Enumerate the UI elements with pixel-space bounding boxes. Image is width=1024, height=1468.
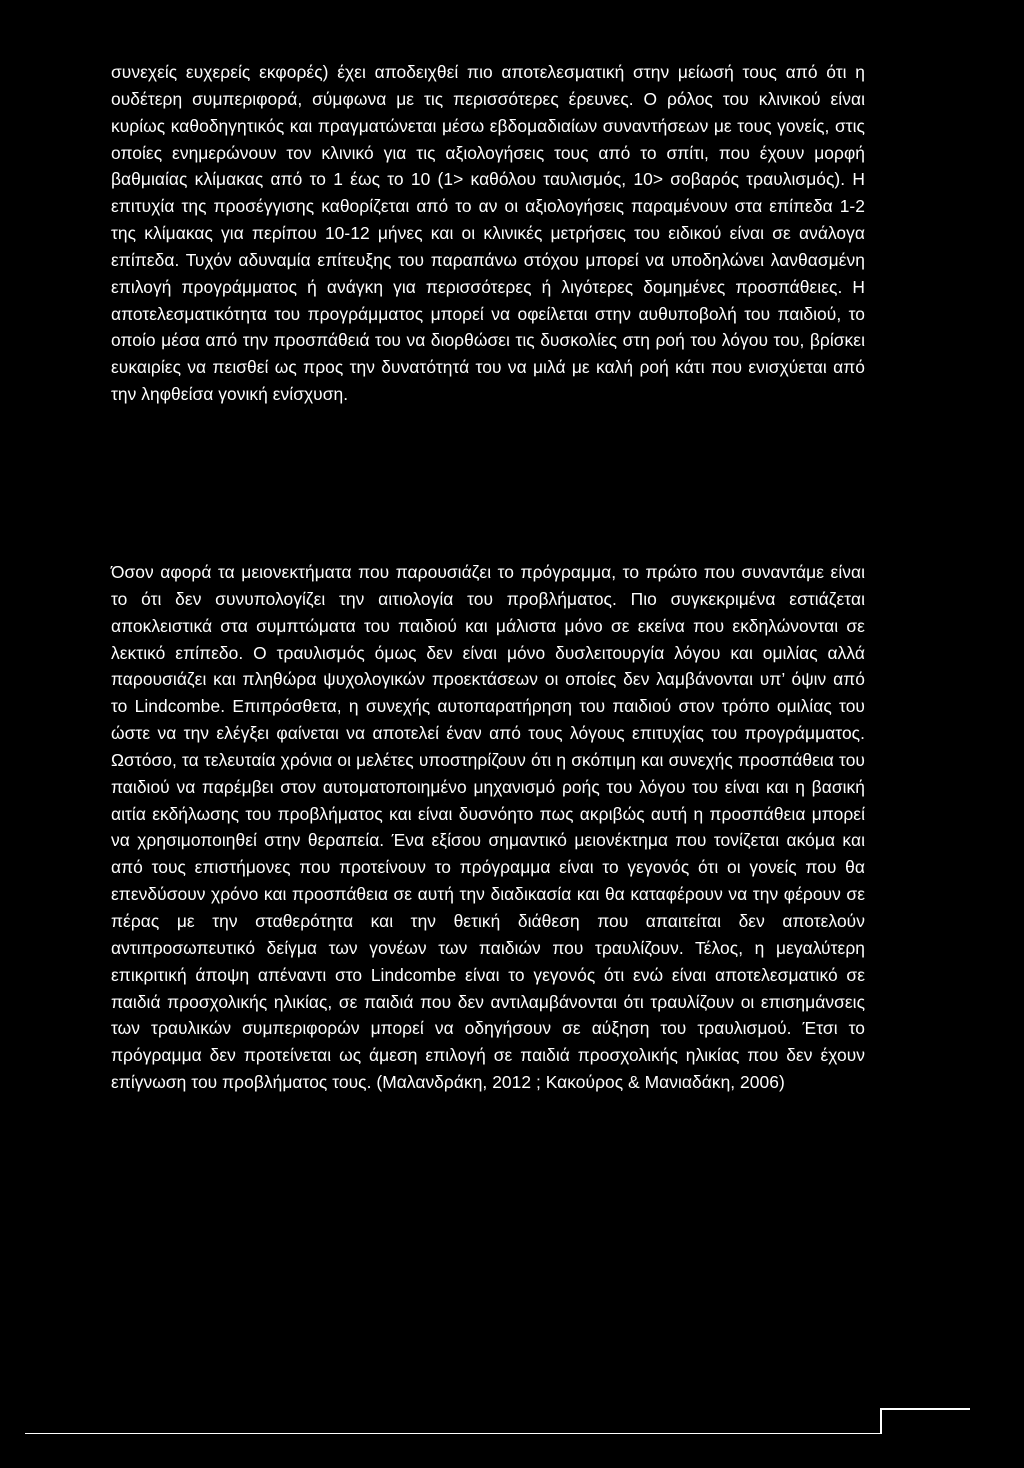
footnote-corner-rule bbox=[882, 1408, 970, 1410]
body-paragraph-2: Όσον αφορά τα μειονεκτήματα που παρουσιάζει το πρόγραμμα, το πρώτο που συναντάμε είναι το ότι δεν συνυπολογίζει την αιτιολογία του προβλήματος. Πιο συγκεκριμένα εστιάζεται αποκλειστικά στα συμπτώματα του παιδιού και μάλιστα μόνο σε εκείνα που εκδηλώνονται σε λεκτικό επίπεδο. Ο τραυλισμός όμως δεν είναι μόνο δυσλειτουργία λόγου και ομιλίας αλλά παρουσιάζει και πληθώρα ψυχολογικών προεκτάσεων οι οποίες δεν λαμβάνονται υπ’ όψιν από το Lindcombe. Επιπρόσθετα, η συνεχής αυτοπαρατήρηση του παιδιού στον τρόπο ομιλίας του ώστε να την ελέγξει φαίνεται να αποτελεί έναν από τους λόγους επιτυχίας του προγράμματος. Ωστόσο, τα τελευταία χρόνια οι μελέτες υποστηρίζουν ότι η σκόπιμη και συνεχής προσπάθεια του παιδιού να παρέμβει στον αυτοματοποιημένο μηχανισμό ροής του λόγου του είναι και η βασική αιτία εκδήλωσης του προβλήματος και είναι δυσνόητο πως ακριβώς αυτή η προσπάθεια μπορεί να χρησιμοποιηθεί στην θεραπεία. Ένα εξίσου σημαντικό μειονέκτημα που τονίζεται ακόμα και από τους επιστήμονες που προτείνουν το πρόγραμμα είναι το γεγονός ότι οι γονείς που θα επενδύσουν χρόνο και προσπάθεια σε αυτή την διαδικασία και θα καταφέρουν να την φέρουν σε πέρας με την σταθερότητα και την θετική διάθεση που απαιτείται δεν αποτελούν αντιπροσωπευτικό δείγμα των γονέων των παιδιών που τραυλίζουν. Τέλος, η μεγαλύτερη επικριτική άποψη απέναντι στο Lindcombe είναι το γεγονός ότι ενώ είναι αποτελεσματικό σε παιδιά προσχολικής ηλικίας, σε παιδιά που δεν αντιλαμβάνονται ότι τραυλίζουν οι επισημάνσεις των τραυλικών συμπεριφορών μπορεί να οδηγήσουν σε αύξηση του τραυλισμού. Έτσι το πρόγραμμα δεν προτείνεται ως άμεση επιλογή σε παιδιά προσχολικής ηλικίας που δεν έχουν επίγνωση του προβλήματος τους. (Μαλανδράκη, 2012 ; Κακούρος & Μανιαδάκη, 2006) bbox=[111, 562, 865, 1093]
footnote-separator-line bbox=[25, 1433, 881, 1434]
body-paragraph-1: συνεχείς ευχερείς εκφορές) έχει αποδειχθεί πιο αποτελεσματική στην μείωσή τους από ότι η ουδέτερη συμπεριφορά, σύμφωνα με τις περισσότερες έρευνες. Ο ρόλος του κλινικού είναι κυρίως καθοδηγητικός και πραγματώνεται μέσω εβδομαδιαίων συναντήσεων με τους γονείς, στις οποίες ενημερώνουν τον κλινικό για τις αξιολογήσεις τους από το σπίτι, που έχουν μορφή βαθμιαίας κλίμακας από το 1 έως το 10 (1> καθόλου ταυλισμός, 10> σοβαρός τραυλισμός). Η επιτυχία της προσέγγισης καθορίζεται από το αν οι αξιολογήσεις παραμένουν στα επίπεδα 1-2 της κλίμακας για περίπου 10-12 μήνες και οι κλινικές μετρήσεις του ειδικού είναι σε ανάλογα επίπεδα. Τυχόν αδυναμία επίτευξης του παραπάνω στόχου μπορεί να υποδηλώνει λανθασμένη επιλογή προγράμματος ή ανάγκη για περισσότερες ή λιγότερες δομημένες προσπάθειες. Η αποτελεσματικότητα του προγράμματος μπορεί να οφείλεται στην αυθυποβολή του παιδιού, το οποίο μέσα από την προσπάθειά του να διορθώσει τις δυσκολίες στη ροή του λόγου του, βρίσκει ευκαιρίες να πεισθεί ως προς την δυνατότητά του να μιλά με καλή ροή κάτι που ενισχύεται από την ληφθείσα γονική ενίσχυση. bbox=[111, 62, 865, 405]
footnote-corner-tick bbox=[880, 1408, 882, 1434]
